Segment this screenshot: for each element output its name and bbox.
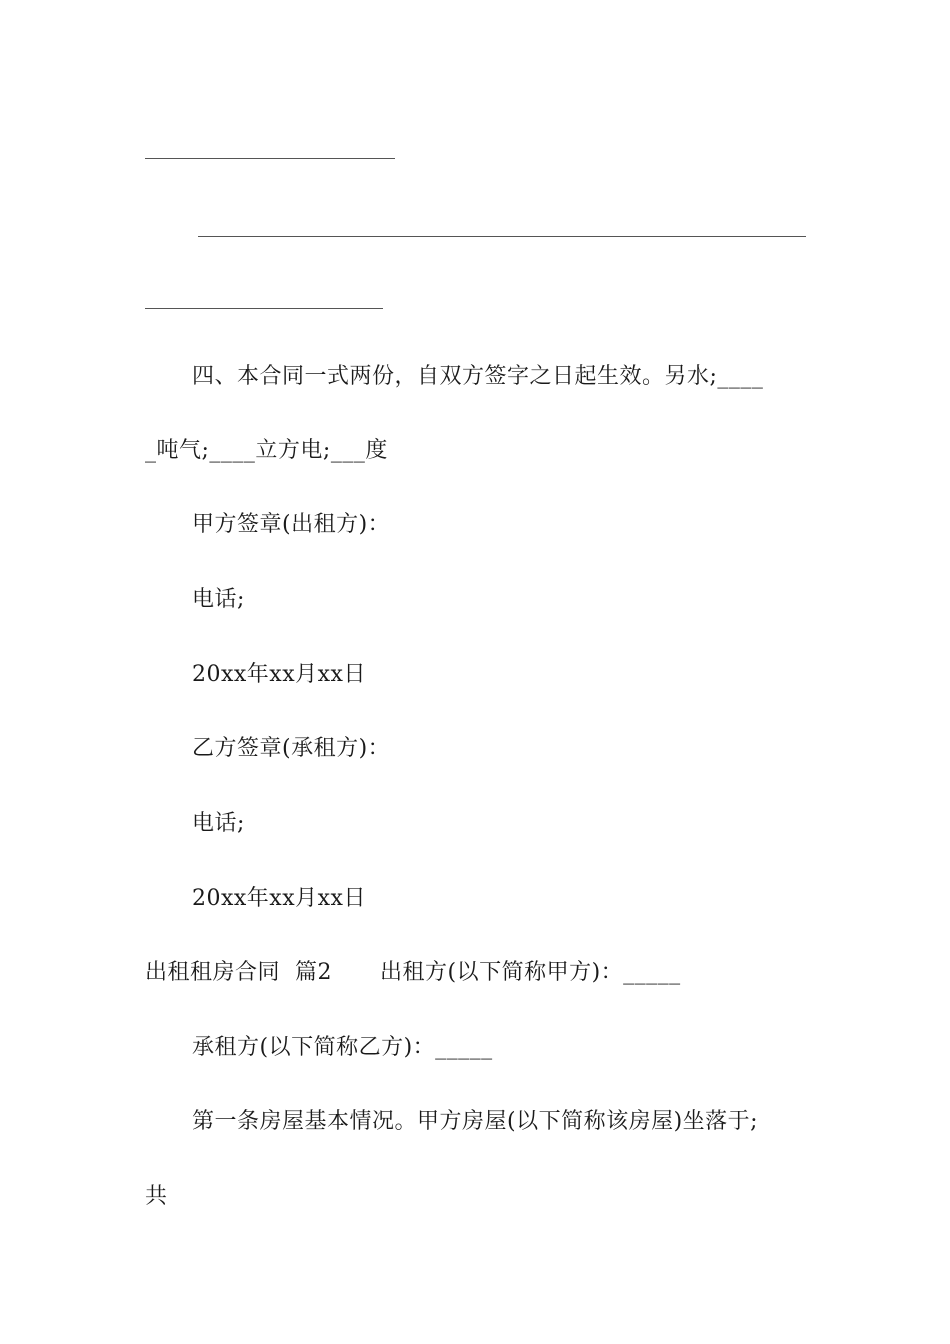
blank-fill-line-2 [198, 236, 806, 237]
blank-fill-line-3 [145, 308, 383, 309]
section-four-line-1: 四、本合同一式两份，自双方签字之日起生效。另水;____ [192, 364, 764, 389]
contract-2-title: 出租租房合同 篇2 [145, 960, 332, 985]
party-a-signature-label: 甲方签章(出租方)： [192, 512, 391, 537]
party-a-phone-label: 电话; [192, 587, 245, 612]
blank-fill-line-1 [145, 158, 395, 159]
party-a-date: 20xx年xx月xx日 [192, 662, 366, 687]
section-four-line-2: _吨气;____立方电;___度 [145, 438, 388, 463]
lessee-label: 承租方(以下简称乙方)：_____ [192, 1035, 493, 1060]
article-1-continuation: 共 [145, 1184, 168, 1209]
contract-2-heading-row [145, 958, 681, 988]
lessor-label: 出租方(以下简称甲方)：_____ [379, 960, 681, 985]
party-b-date: 20xx年xx月xx日 [192, 886, 366, 911]
party-b-signature-label: 乙方签章(承租方)： [192, 736, 391, 761]
party-b-phone-label: 电话; [192, 811, 245, 836]
article-1-text: 第一条房屋基本情况。甲方房屋(以下简称该房屋)坐落于; [192, 1109, 759, 1134]
